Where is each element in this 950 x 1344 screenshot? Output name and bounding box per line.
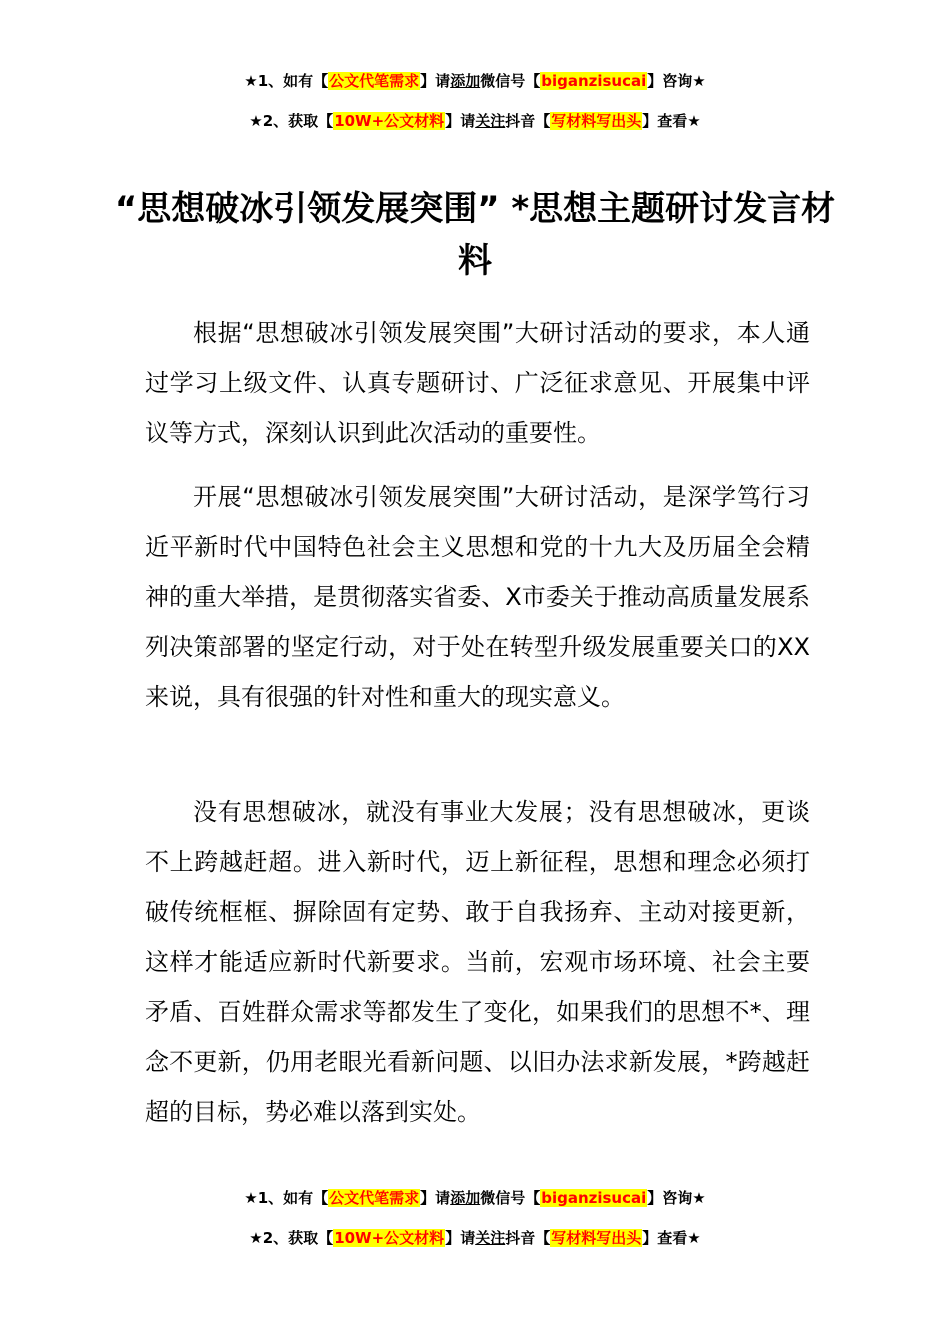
- banner-highlight: biganzisucai: [541, 72, 647, 90]
- banner-highlight: 公文代笔需求: [329, 72, 420, 90]
- banner-highlight: 写材料写出头: [551, 1229, 642, 1247]
- banner-highlight: 10W+公文材料: [334, 1229, 445, 1247]
- paragraph-2: 开展“思想破冰引领发展突围”大研讨活动，是深学笃行习近平新时代中国特色社会主义思想和党的十九大及历届全会精神的重大举措，是贯彻落实省委、X市委关于推动高质量发展系列决策部署的坚定行动，对于处在转型升级发展重要关口的XX来说，具有很强的针对性和重大的现实意义。: [145, 483, 810, 711]
- bottom-banner-line-2: [0, 1228, 950, 1248]
- banner-text: 】请: [420, 72, 451, 90]
- banner-text: ★2、获取【: [249, 1229, 334, 1247]
- banner-text: 】查看★: [642, 1229, 701, 1247]
- banner-emphasis: 添加: [450, 72, 481, 90]
- banner-emphasis: 关注: [475, 1229, 506, 1247]
- top-banner-line-1: [0, 71, 950, 91]
- top-banner-line-2: [0, 111, 950, 131]
- banner-text: 微信号【: [480, 1189, 541, 1207]
- banner-highlight: biganzisucai: [541, 1189, 647, 1207]
- banner-text: 】咨询★: [647, 1189, 706, 1207]
- banner-text: 】查看★: [642, 112, 701, 130]
- banner-emphasis: 添加: [450, 1189, 481, 1207]
- banner-text: ★1、如有【: [244, 1189, 329, 1207]
- bottom-banner-line-1: [0, 1188, 950, 1208]
- banner-text: 】请: [445, 112, 476, 130]
- banner-highlight: 公文代笔需求: [329, 1189, 420, 1207]
- banner-text: 】请: [420, 1189, 451, 1207]
- banner-text: ★2、获取【: [249, 112, 334, 130]
- banner-text: 抖音【: [505, 1229, 551, 1247]
- banner-text: ★1、如有【: [244, 72, 329, 90]
- paragraph-3: 没有思想破冰，就没有事业大发展；没有思想破冰，更谈不上跨越赶超。进入新时代，迈上新征程，思想和理念必须打破传统框框、摒除固有定势、敢于自我扬弃、主动对接更新，这样才能适应新时代新要求。当前，宏观市场环境、社会主要矛盾、百姓群众需求等都发生了变化，如果我们的思想不*、理念不更新，仍用老眼光看新问题、以旧办法求新发展，*跨越赶超的目标，势必难以落到实处。: [145, 798, 810, 1126]
- banner-highlight: 10W+公文材料: [334, 112, 445, 130]
- banner-text: 微信号【: [480, 72, 541, 90]
- paragraph-1: 根据“思想破冰引领发展突围”大研讨活动的要求，本人通过学习上级文件、认真专题研讨、广泛征求意见、开展集中评议等方式，深刻认识到此次活动的重要性。: [145, 319, 810, 447]
- document-title: “思想破冰引领发展突围” *思想主题研讨发言材料: [114, 189, 836, 281]
- banner-text: 】请: [445, 1229, 476, 1247]
- banner-text: 】咨询★: [647, 72, 706, 90]
- banner-text: 抖音【: [505, 112, 551, 130]
- banner-emphasis: 关注: [475, 112, 506, 130]
- banner-highlight: 写材料写出头: [551, 112, 642, 130]
